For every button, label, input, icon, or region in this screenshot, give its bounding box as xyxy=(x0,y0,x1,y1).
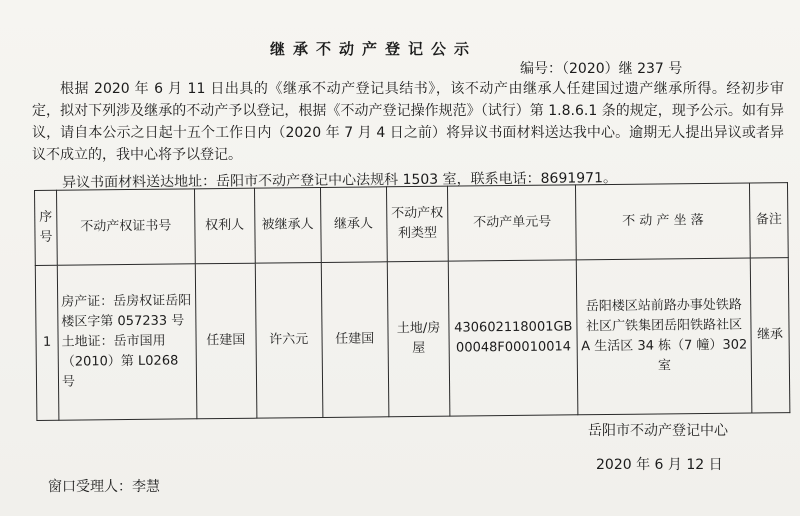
header-remark: 备注 xyxy=(749,183,788,258)
cell-remark: 继承 xyxy=(750,258,790,413)
header-decedent: 被继承人 xyxy=(254,188,321,264)
header-seq: 序号 xyxy=(35,190,58,265)
header-location: 不 动 产 坐 落 xyxy=(576,183,750,260)
property-table xyxy=(34,182,790,421)
cell-unit-no: 430602118001GB00048F00010014 xyxy=(449,260,578,416)
cell-seq: 1 xyxy=(35,265,59,420)
cert-land: 土地证：岳市国用（2010）第 L0268 号 xyxy=(61,333,179,390)
cell-holder: 任建国 xyxy=(195,263,257,419)
cell-location: 岳阳楼区站前路办事处铁路社区广铁集团岳阳铁路社区 A 生活区 34 栋（7 幢）302 室 xyxy=(577,258,752,415)
cell-decedent: 许六元 xyxy=(255,262,323,418)
cell-heir: 任建国 xyxy=(321,262,389,418)
table-header-row xyxy=(35,183,789,266)
cert-house: 房产证：岳房权证岳阳楼区字第 057233 号 xyxy=(61,293,192,330)
notice-body: 根据 2020 年 6 月 11 日出具的《继承不动产登记具结书》，该不动产由继承人任建国过遗产继承所得。经初步审定，拟对下列涉及继承的不动产予以登记，根据《不动产登记操作规范》（试行）第 1.8.6.1 条的规定，现予公示。如有异议，请自本公示之日起十五个工作日内（2020 年 7 月 4 日之前）将异议书面材料送达我中心。逾期无人提出异议或者异议不成立的，我中心将予以登记。 xyxy=(32,81,784,163)
header-holder: 权利人 xyxy=(194,188,255,264)
header-right-type: 不动产权利类型 xyxy=(386,186,449,262)
window-clerk: 窗口受理人：李慧 xyxy=(48,479,160,495)
header-unit-no: 不动产单元号 xyxy=(448,185,577,261)
issuing-organization: 岳阳市不动产登记中心 xyxy=(588,423,728,439)
document-number: 编号：（2020）继 237 号 xyxy=(520,61,683,77)
header-heir: 继承人 xyxy=(320,187,387,263)
objection-address: 异议书面材料送达地址：岳阳市不动产登记中心法规科 1503 室，联系电话：8691971。 xyxy=(62,170,618,191)
cell-right-type: 土地/房屋 xyxy=(387,261,451,417)
notice-title: 继承不动产登记公示 xyxy=(270,40,478,58)
header-cert: 不动产权证书号 xyxy=(56,189,195,265)
issue-date: 2020 年 6 月 12 日 xyxy=(596,457,723,473)
cell-cert xyxy=(57,264,196,420)
table-row xyxy=(35,258,790,421)
